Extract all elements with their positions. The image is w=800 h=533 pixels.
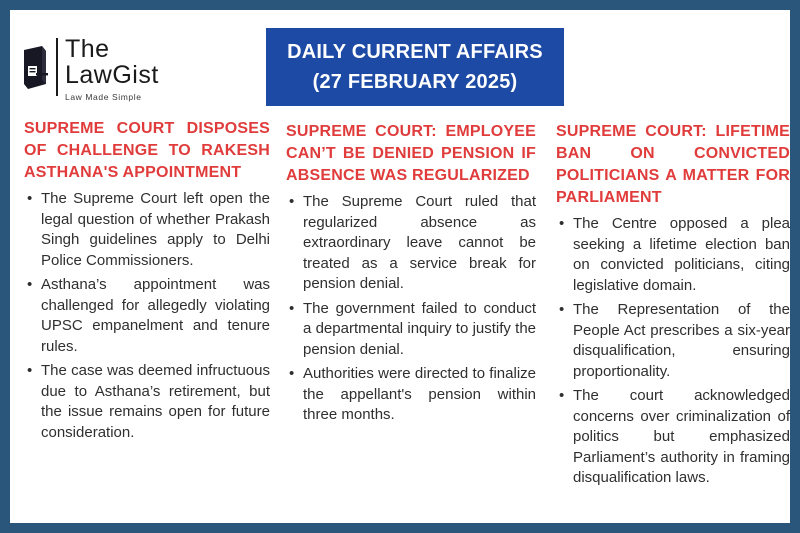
bullet-list <box>24 189 270 443</box>
bullet-item: • The Centre opposed a plea seeking a lifetime election ban on convicted politicians, citing legislative domain. <box>556 214 790 296</box>
banner-line1: DAILY CURRENT AFFAIRS <box>287 41 543 63</box>
column-heading: SUPREME COURT: EMPLOYEE CAN’T BE DENIED PENSION IF ABSENCE WAS REGULARIZED <box>286 123 536 184</box>
logo-divider <box>56 38 58 96</box>
lawgist-logo <box>18 36 159 102</box>
bullet-item: • The Supreme Court ruled that regularized absence as extraordinary leave cannot be treated as a service break for pension denial. <box>286 192 536 295</box>
column-heading: SUPREME COURT: LIFETIME BAN ON CONVICTED POLITICIANS A MATTER FOR PARLIAMENT <box>556 123 790 206</box>
bullet-item: • The Representation of the People Act prescribes a six-year disqualification, ensuring proportionality. <box>556 300 790 382</box>
column-heading: SUPREME COURT DISPOSES OF CHALLENGE TO RAKESH ASTHANA'S APPOINTMENT <box>24 120 270 181</box>
logo-title-line2: LawGist <box>65 61 159 89</box>
bullet-item: • Authorities were directed to finalize the appellant's pension within three months. <box>286 364 536 426</box>
book-door-icon <box>18 44 52 94</box>
title-banner <box>266 28 564 106</box>
news-column-asthana <box>24 118 270 447</box>
news-column-pension <box>286 121 536 430</box>
bullet-item: • The Supreme Court left open the legal question of whether Prakash Singh guidelines apply to Delhi Police Commissioners. <box>24 189 270 271</box>
bullet-item: • Asthana’s appointment was challenged for allegedly violating UPSC empanelment and tenure rules. <box>24 275 270 357</box>
news-column-lifetime-ban <box>556 121 790 493</box>
bullet-list <box>286 192 536 426</box>
bullet-list <box>556 214 790 489</box>
logo-text <box>65 36 159 102</box>
bullet-item: • The court acknowledged concerns over criminalization of politics but emphasized Parliament’s authority in framing disqualification laws. <box>556 386 790 489</box>
logo-title-line1: The <box>65 35 110 63</box>
banner-line2: (27 FEBRUARY 2025) <box>312 71 518 93</box>
bullet-item: • The government failed to conduct a departmental inquiry to justify the pension denial. <box>286 299 536 361</box>
bullet-item: • The case was deemed infructuous due to Asthana’s retirement, but the issue remains open for future consideration. <box>24 361 270 443</box>
logo-tagline: Law Made Simple <box>65 92 142 102</box>
